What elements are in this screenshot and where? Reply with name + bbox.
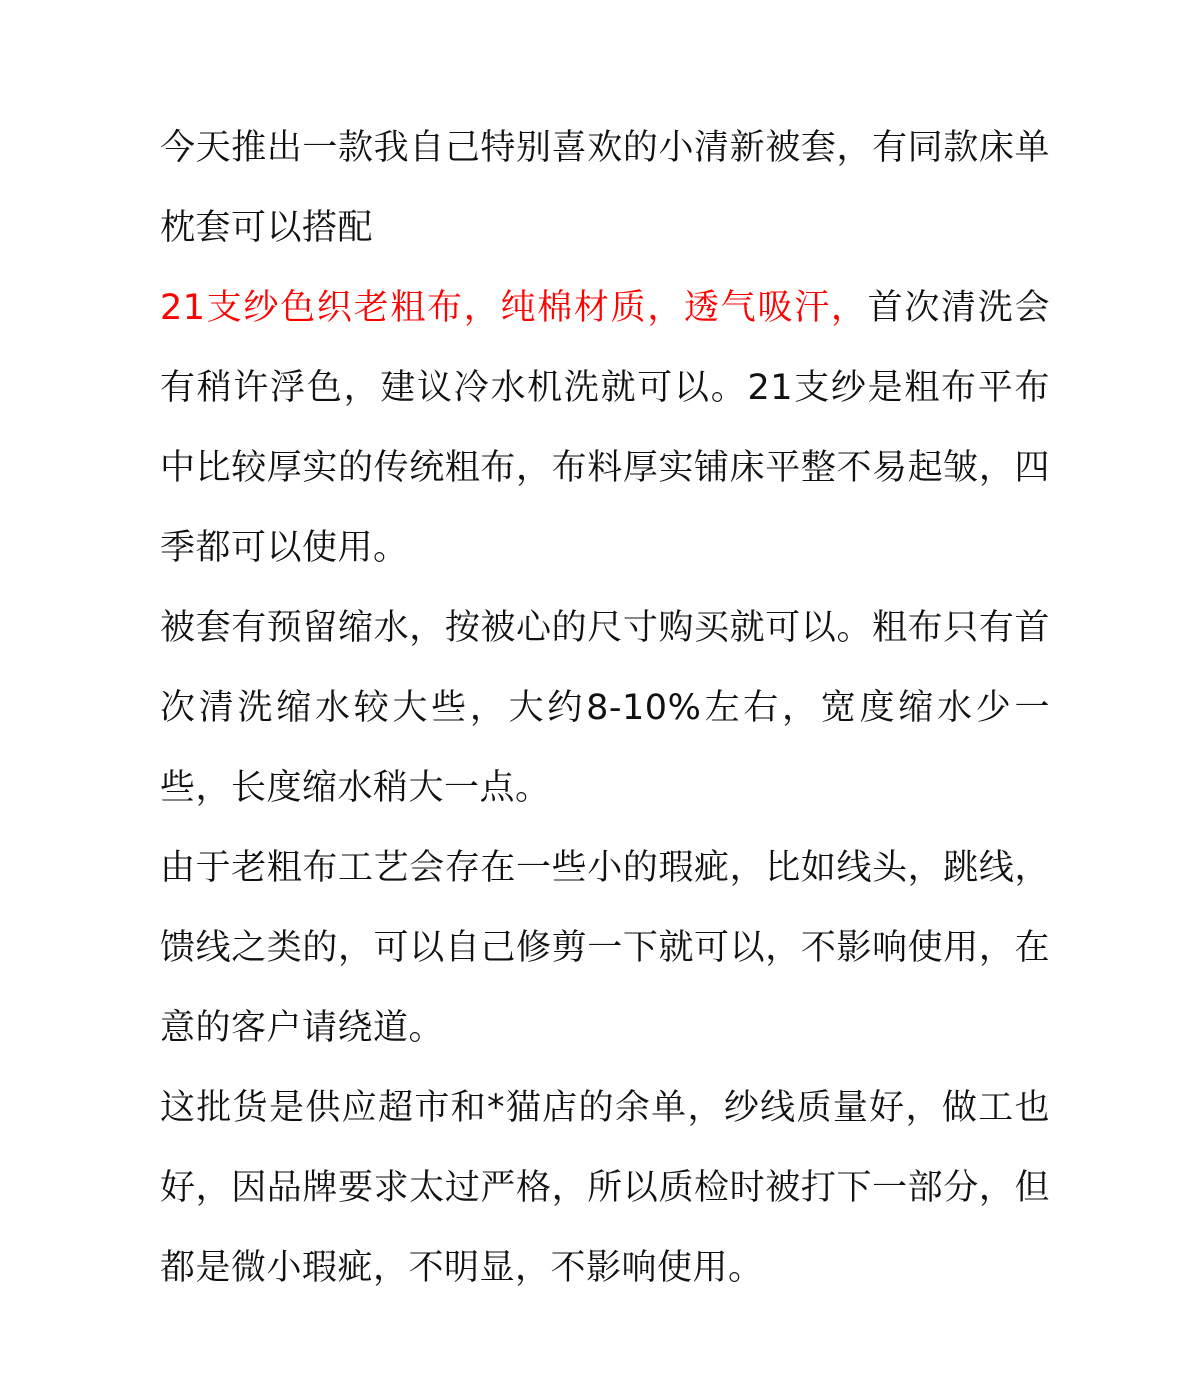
paragraph-intro: 今天推出一款我自己特别喜欢的小清新被套，有同款床单枕套可以搭配	[160, 128, 1050, 248]
document-body	[160, 108, 1050, 1308]
paragraph-origin: 这批货是供应超市和*猫店的余单，纱线质量好，做工也好，因品牌要求太过严格，所以质检时被打下一部分，但都是微小瑕疵，不明显，不影响使用。	[160, 1088, 1050, 1288]
fabric-detail-text: 首次清洗会有稍许浮色，建议冷水机洗就可以。21支纱是粗布平布中比较厚实的传统粗布，布料厚实铺床平整不易起皱，四季都可以使用。	[160, 288, 1050, 568]
paragraph-shrinkage: 被套有预留缩水，按被心的尺寸购买就可以。粗布只有首次清洗缩水较大些，大约8-10%左右，宽度缩水少一些，长度缩水稍大一点。	[160, 608, 1050, 808]
paragraph-flaws: 由于老粗布工艺会存在一些小的瑕疵，比如线头，跳线，馈线之类的，可以自己修剪一下就可以，不影响使用，在意的客户请绕道。	[160, 848, 1050, 1048]
paragraph-fabric	[160, 268, 1050, 588]
fabric-highlight-text: 21支纱色织老粗布，纯棉材质，透气吸汗，	[160, 288, 868, 328]
